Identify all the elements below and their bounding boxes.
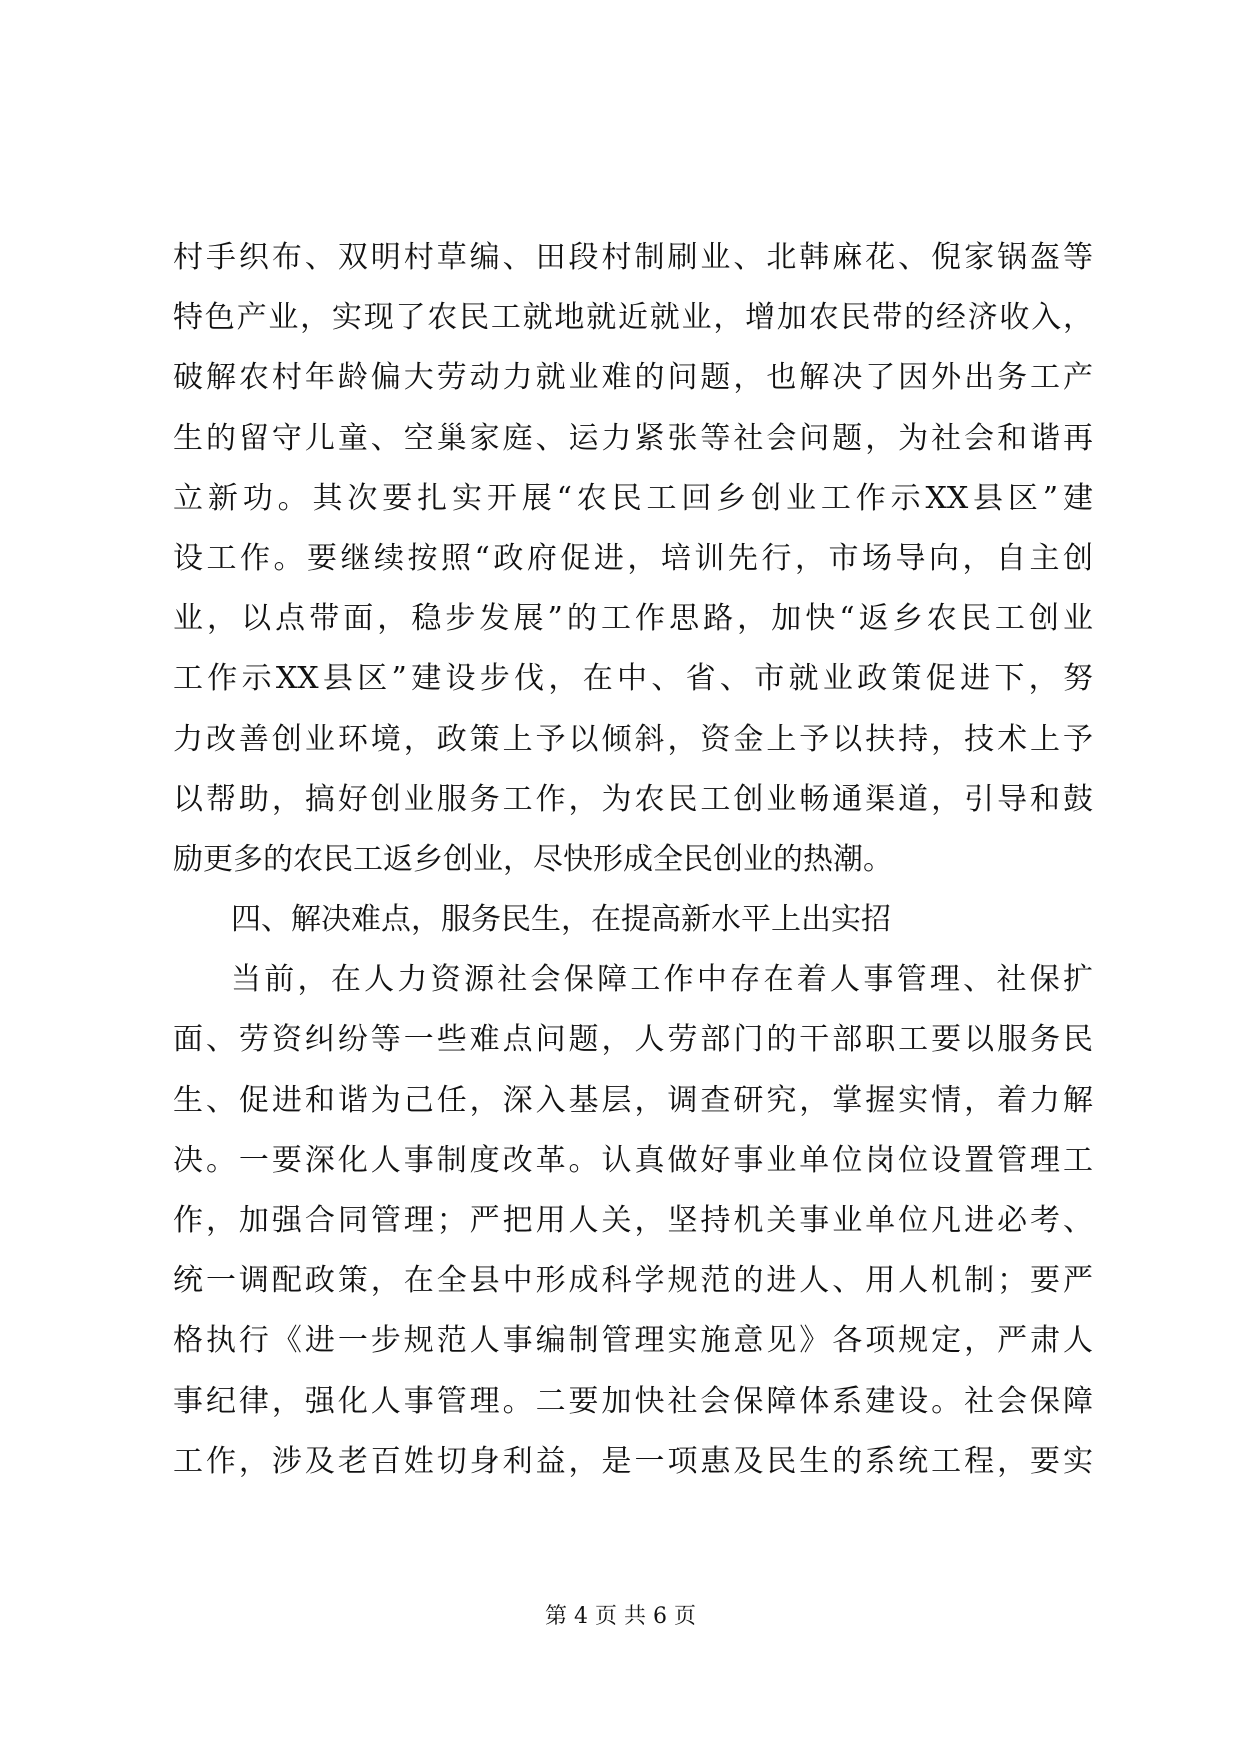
text-line: 设工作。要继续按照“政府促进，培训先行，市场导向，自主创 bbox=[173, 540, 1093, 576]
text-line: 生、促进和谐为己任，深入基层，调查研究，掌握实情，着力解 bbox=[173, 1082, 1093, 1118]
text-line: 作，加强合同管理；严把用人关，坚持机关事业单位凡进必考、 bbox=[173, 1203, 1093, 1238]
text-line: 立新功。其次要扎实开展“农民工回乡创业工作示XX县区”建 bbox=[173, 480, 1093, 516]
text-line: 工作示XX县区”建设步伐，在中、省、市就业政策促进下，努 bbox=[173, 661, 1093, 697]
text-line: 特色产业，实现了农民工就地就近就业，增加农民带的经济收入， bbox=[173, 300, 1093, 336]
text-line: 工作，涉及老百姓切身利益，是一项惠及民生的系统工程，要实 bbox=[173, 1443, 1093, 1479]
text-line: 以帮助，搞好创业服务工作，为农民工创业畅通渠道，引导和鼓 bbox=[173, 781, 1093, 817]
paragraph bbox=[173, 950, 1093, 1492]
text-line: 村手织布、双明村草编、田段村制刷业、北韩麻花、倪家锅盔等 bbox=[173, 240, 1093, 275]
text-line: 业，以点带面，稳步发展”的工作思路，加快“返乡农民工创业 bbox=[173, 601, 1093, 637]
paragraph-continued bbox=[173, 228, 1093, 890]
page-number-footer: 第 4 页 共 6 页 bbox=[545, 1604, 696, 1629]
document-body bbox=[173, 228, 1093, 1492]
text-line: 破解农村年龄偏大劳动力就业难的问题，也解决了因外出务工产 bbox=[173, 360, 1093, 396]
text-line: 统一调配政策，在全县中形成科学规范的进人、用人机制；要严 bbox=[173, 1263, 1093, 1299]
text-line: 事纪律，强化人事管理。二要加快社会保障体系建设。社会保障 bbox=[173, 1383, 1093, 1419]
text-line: 力改善创业环境，政策上予以倾斜，资金上予以扶持，技术上予 bbox=[173, 721, 1093, 757]
text-line: 决。一要深化人事制度改革。认真做好事业单位岗位设置管理工 bbox=[173, 1142, 1093, 1178]
section-heading: 四、解决难点，服务民生，在提高新水平上出实招 bbox=[231, 902, 891, 938]
text-line: 面、劳资纠纷等一些难点问题，人劳部门的干部职工要以服务民 bbox=[173, 1022, 1093, 1058]
text-line: 当前，在人力资源社会保障工作中存在着人事管理、社保扩 bbox=[231, 962, 1093, 998]
text-line: 励更多的农民工返乡创业，尽快形成全民创业的热潮。 bbox=[173, 841, 893, 877]
text-line: 生的留守儿童、空巢家庭、运力紧张等社会问题，为社会和谐再 bbox=[173, 420, 1093, 456]
text-line: 格执行《进一步规范人事编制管理实施意见》各项规定，严肃人 bbox=[173, 1323, 1093, 1359]
